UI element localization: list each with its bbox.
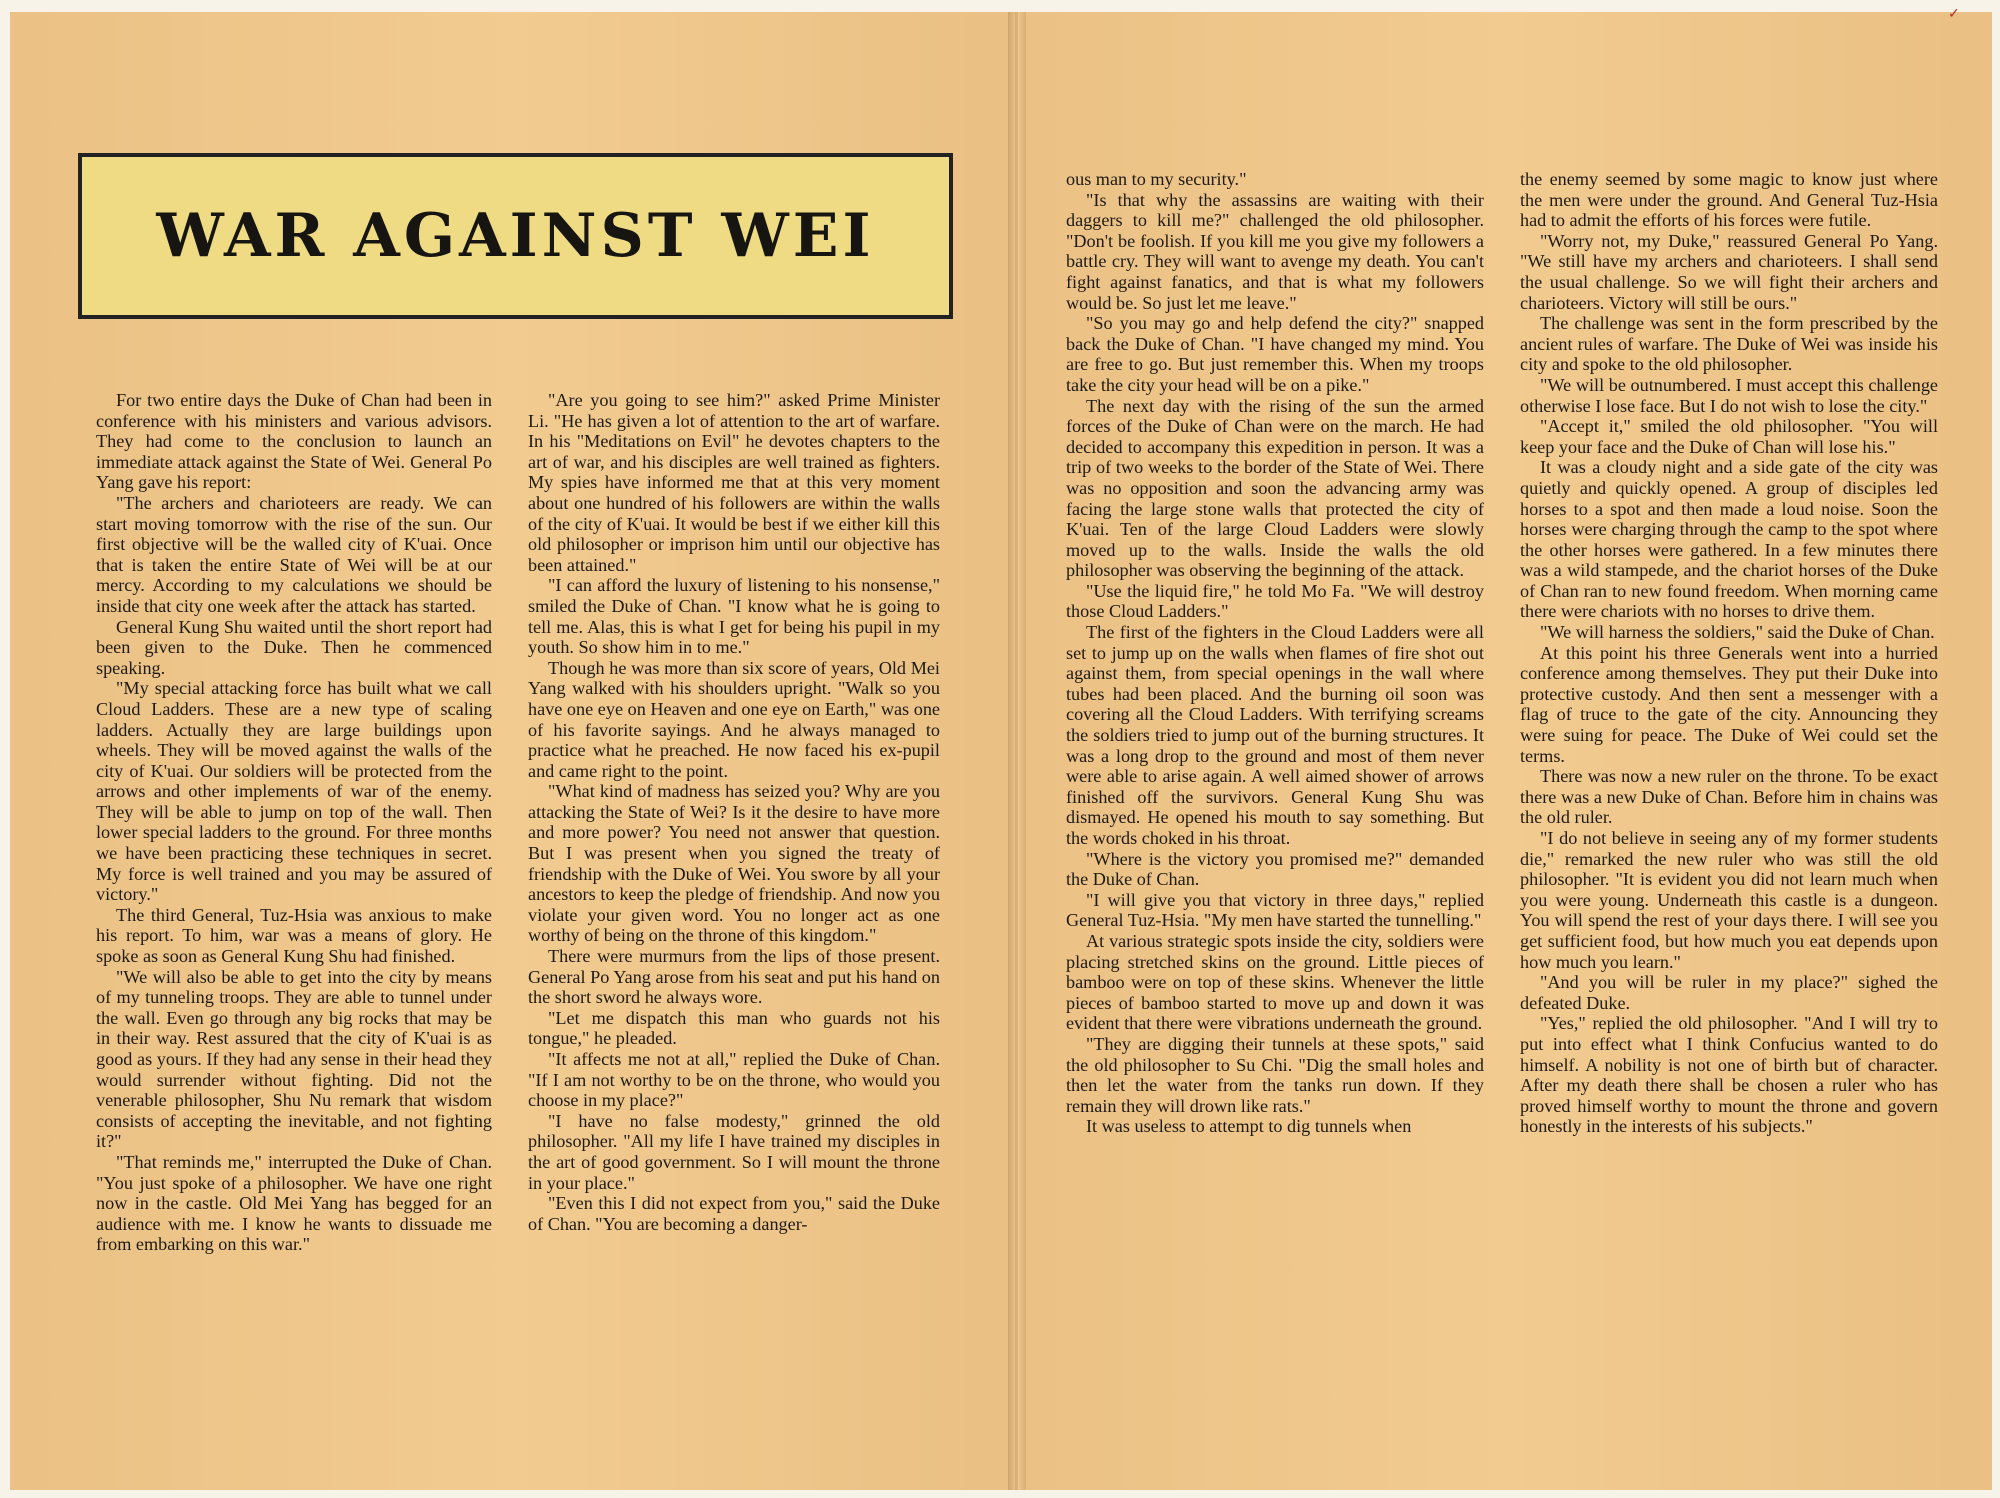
paragraph: "That reminds me," interrupted the Duke of Chan. "You just spoke of a philosopher. We have one right now in the castle. Old Mei Yang has begged for an audience with me. I know he wants to dissuade me from embarking on this war.": [96, 1151, 492, 1255]
paragraph: ous man to my security.": [1066, 169, 1247, 189]
paragraph: "Accept it," smiled the old philosopher. "You will keep your face and the Duke of Chan will lose his.": [1520, 416, 1938, 457]
page-gutter: [1008, 12, 1026, 1490]
text-column-4: [1520, 169, 1938, 1137]
paragraph: "I will give you that victory in three days," replied General Tuz-Hsia. "My men have started the tunnelling.": [1066, 889, 1484, 931]
paragraph: It was useless to attempt to dig tunnels when: [1086, 1116, 1412, 1137]
paragraph: "It affects me not at all," replied the Duke of Chan. "If I am not worthy to be on the throne, who would you choose in my place?": [528, 1049, 940, 1111]
article-title: WAR AGAINST WEI: [156, 201, 875, 271]
paragraph: "Even this I did not expect from you," said the Duke of Chan. "You are becoming a danger-: [528, 1193, 940, 1234]
paragraph: "So you may go and help defend the city?" snapped back the Duke of Chan. "I have changed my mind. You are free to go. But just remember this. When my troops take the city your head will be on a pike.": [1066, 313, 1484, 395]
paragraph: "I have no false modesty," grinned the old philosopher. "All my life I have trained my disciples in the art of good government. So I will mount the throne in your place.": [528, 1110, 940, 1193]
paragraph: "I can afford the luxury of listening to his nonsense," smiled the Duke of Chan. "I know what he is going to tell me. Alas, this is what I get for being his pupil in my youth. So show him in to me.": [528, 575, 940, 658]
paragraph: "We will be outnumbered. I must accept this challenge otherwise I lose face. But I do not wish to lose the city.": [1520, 374, 1938, 416]
paragraph: The challenge was sent in the form prescribed by the ancient rules of warfare. The Duke of Wei was inside his city and spoke to the old philosopher.: [1520, 313, 1938, 375]
paragraph: "And you will be ruler in my place?" sighed the defeated Duke.: [1520, 972, 1938, 1013]
text-column-2: [528, 390, 940, 1234]
paragraph: "Let me dispatch this man who guards not his tongue," he pleaded.: [528, 1007, 940, 1049]
paragraph: "My special attacking force has built what we call Cloud Ladders. These are a new type of scaling ladders. Actually they are large buildings upon wheels. They will be moved against the walls of the city of K'uai. Our soldiers will be protected from the arrows and other implements of war of the enemy. They will be able to jump on top of the wall. Then lower special ladders to the ground. For three months we have been practicing these techniques in secret. My force is well trained and you may be assured of victory.": [96, 678, 492, 905]
paragraph: It was a cloudy night and a side gate of the city was quietly and quickly opened. A group of disciples led horses to a spot and then made a loud noise. Soon the horses were charging through the camp to the spot where the other horses were gathered. In a few minutes there was a wild stampede, and the chariot horses of the Duke of Chan ran to new found freedom. When morning came there were chariots with no horses to drive them.: [1520, 457, 1938, 622]
paragraph: "They are digging their tunnels at these spots," said the old philosopher to Su Chi. "Dig the small holes and then let the water from the tanks run down. If they remain they will drown like rats.": [1066, 1033, 1484, 1116]
paragraph: The next day with the rising of the sun the armed forces of the Duke of Chan were on the march. He had decided to accompany this expedition in person. It was a trip of two weeks to the border of the State of Wei. There was no opposition and soon the advancing army was facing the large stone walls that protected the city of K'uai. Ten of the large Cloud Ladders were slowly moved up to the walls. Inside the walls the old philosopher was observing the beginning of the attack.: [1066, 395, 1484, 581]
paragraph: The third General, Tuz-Hsia was anxious to make his report. To him, war was a means of glory. He spoke as soon as General Kung Shu had finished.: [96, 904, 492, 967]
paragraph: "Is that why the assassins are waiting with their daggers to kill me?" challenged the old philosopher. "Don't be foolish. If you kill me you give my followers a battle cry. They will want to avenge my death. You can't fight against fanatics, and that is what my followers would be. So just let me leave.": [1066, 189, 1484, 313]
text-column-3: [1066, 169, 1484, 1137]
corner-ink-mark-icon: ✓: [1948, 7, 1960, 22]
paragraph: There was now a new ruler on the throne. To be exact there was a new Duke of Chan. Before him in chains was the old ruler.: [1520, 766, 1938, 828]
paragraph: "The archers and charioteers are ready. We can start moving tomorrow with the rise of the sun. Our first objective will be the walled city of K'uai. Once that is taken the entire State of Wei will be at our mercy. According to my calculations we should be inside that city one week after the attack has started.: [96, 492, 492, 616]
paragraph: Though he was more than six score of years, Old Mei Yang walked with his shoulders upright. "Walk so you have one eye on Heaven and one eye on Earth," was one of his favorite sayings. And he always managed to practice what he preached. He now faced his ex-pupil and came right to the point.: [528, 657, 940, 781]
paragraph: the enemy seemed by some magic to know just where the men were under the ground. And General Tuz-Hsia had to admit the efforts of his forces were futile.: [1520, 169, 1938, 231]
paragraph: "Yes," replied the old philosopher. "And I will try to put into effect what I think Confucius wanted to do himself. A nobility is not one of birth but of character. After my death there shall be chosen a ruler who has proved himself worthy to mount the throne and govern honestly in the interests of his subjects.": [1520, 1013, 1938, 1137]
paragraph: "Use the liquid fire," he told Mo Fa. "We will destroy those Cloud Ladders.": [1066, 580, 1484, 622]
paragraph: For two entire days the Duke of Chan had been in conference with his ministers and various advisors. They had come to the conclusion to launch an immediate attack against the State of Wei. General Po Yang gave his report:: [96, 390, 492, 493]
paragraph: At this point his three Generals went into a hurried conference among themselves. They put their Duke into protective custody. And then sent a messenger with a flag of truce to the gate of the city. Announcing they were suing for peace. The Duke of Wei could set the terms.: [1520, 642, 1938, 766]
paragraph: The first of the fighters in the Cloud Ladders were all set to jump up on the walls when flames of fire shot out against them, from special openings in the wall where tubes had been placed. And the burning oil soon was covering all the Cloud Ladders. With terrifying screams the soldiers tried to jump out of the burning structures. It was a long drop to the ground and most of them never were able to arise again. A well aimed shower of arrows finished off the survivors. General Kung Shu was dismayed. He opened his mouth to say something. But the words choked in his throat.: [1066, 622, 1484, 848]
paragraph: "Where is the victory you promised me?" demanded the Duke of Chan.: [1066, 848, 1484, 890]
paragraph: There were murmurs from the lips of those present. General Po Yang arose from his seat and put his hand on the short sword he always wore.: [528, 946, 940, 1008]
paragraph: "I do not believe in seeing any of my former students die," remarked the new ruler who was still the old philosopher. "It is evident you did not learn much when you were young. Underneath this castle is a dungeon. You will spend the rest of your days there. I will see you get sufficient food, but how much you eat depends upon how much you learn.": [1520, 828, 1938, 972]
paragraph: General Kung Shu waited until the short report had been given to the Duke. Then he commenced speaking.: [96, 616, 492, 678]
paragraph: "We will also be able to get into the city by means of my tunneling troops. They are able to tunnel under the wall. Even go through any big rocks that may be in their way. Rest assured that the city of K'uai is as good as yours. If they had any sense in their head they would surrender without fighting. Did not the venerable philosopher, Shu Nu remark that wisdom consists of accepting the inevitable, and not fighting it?": [96, 966, 492, 1152]
paragraph: At various strategic spots inside the city, soldiers were placing stretched skins on the ground. Little pieces of bamboo were on top of these skins. Whenever the little pieces of bamboo started to move up and down it was evident that there were vibrations underneath the ground.: [1066, 930, 1484, 1034]
text-column-1: [96, 390, 492, 1255]
paragraph: "Worry not, my Duke," reassured General Po Yang. "We still have my archers and charioteers. I shall send the usual challenge. So we will fight their archers and charioteers. Victory will still be ours.": [1520, 230, 1938, 313]
title-box: [78, 153, 953, 319]
paragraph: "We will harness the soldiers," said the Duke of Chan.: [1540, 622, 1935, 643]
paragraph: "What kind of madness has seized you? Why are you attacking the State of Wei? Is it the desire to have more and more power? You need not answer that question. But I was present when you signed the treaty of friendship with the Duke of Wei. You swore by all your ancestors to keep the pledge of friendship. And now you violate your given word. You no longer act as one worthy of being on the throne of this kingdom.": [528, 781, 940, 946]
paragraph: "Are you going to see him?" asked Prime Minister Li. "He has given a lot of attention to the art of warfare. In his "Meditations on Evil" he devotes chapters to the art of war, and his disciples are well trained as fighters. My spies have informed me that at this very moment about one hundred of his followers are within the walls of the city of K'uai. It would be best if we either kill this old philosopher or imprison him until our objective has been attained.": [528, 390, 940, 575]
